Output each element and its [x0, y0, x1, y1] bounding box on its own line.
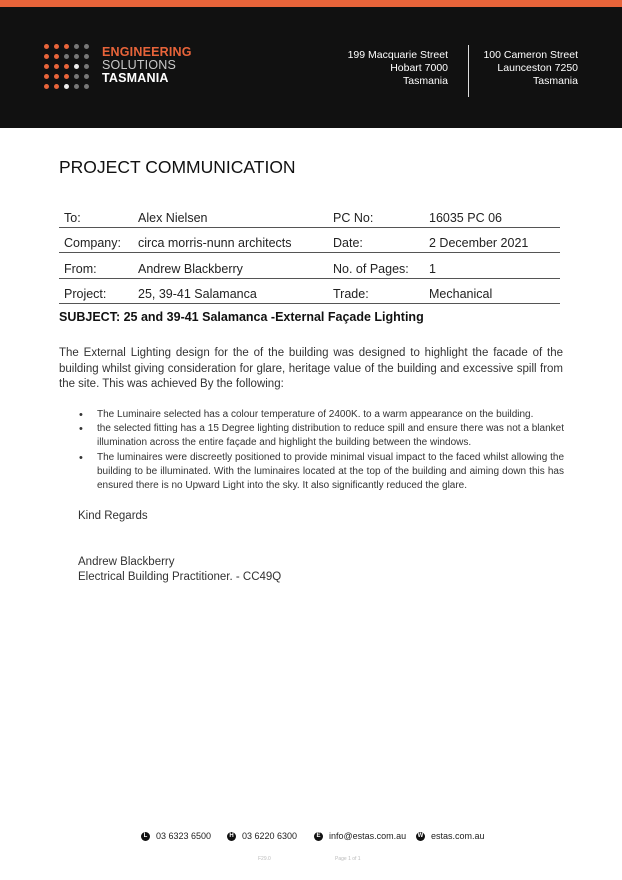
logo-dot: [84, 64, 89, 69]
letterhead: [0, 7, 622, 128]
form-reference: F29.0: [258, 856, 271, 862]
bullet-icon: •: [79, 409, 83, 421]
logo-dot: [44, 74, 49, 79]
logo-dot: [84, 44, 89, 49]
logo-dot: [84, 74, 89, 79]
signature-name: Andrew Blackberry: [78, 556, 175, 568]
logo-dot: [44, 64, 49, 69]
bullet-list: [59, 408, 564, 493]
logo-dot: [54, 64, 59, 69]
intro-paragraph: The External Lighting design for the of the building was designed to highlight the facade of the building whilst giving consideration for glare, heritage value of the building and excessive spill from the site. This was achieved By the following:: [59, 347, 563, 390]
logo-dot: [54, 44, 59, 49]
globe-icon: W: [417, 832, 424, 839]
table-row: Project: 25, 39-41 Salamanca Trade: Mechanical: [59, 278, 560, 304]
logo-dot: [54, 84, 59, 89]
bullet-icon: •: [79, 451, 83, 464]
logo-dot: [44, 54, 49, 59]
address-hobart: 199 Macquarie Street Hobart 7000 Tasmania: [347, 49, 448, 87]
footer-phone-hobart: H 03 6220 6300: [227, 831, 297, 841]
logo-dot: [74, 44, 79, 49]
logo-dot: [84, 84, 89, 89]
logo-dot: [84, 54, 89, 59]
details-table: [59, 202, 560, 304]
phone-icon: L: [141, 832, 150, 841]
brand-line-3: TASMANIA: [102, 71, 169, 85]
footer-website: W estas.com.au: [417, 831, 485, 841]
table-row: Company: circa morris-nunn architects Date: 2 December 2021: [59, 227, 560, 253]
phone-icon: H: [227, 832, 236, 841]
logo-dot: [54, 74, 59, 79]
list-item: • The luminaires were discreetly positioned to provide minimal visual impact to the faced whilst allowing the building to be illuminated. With the luminaires located at the top of the building and aiming down this has ensured there is no Upward Light into the sky. It also significantly reduced the glare.: [79, 451, 564, 492]
subject-line: SUBJECT: 25 and 39-41 Salamanca -External Façade Lighting: [59, 310, 424, 324]
logo-dot: [54, 54, 59, 59]
company-name: [102, 46, 192, 85]
table-row: From: Andrew Blackberry No. of Pages: 1: [59, 253, 560, 279]
logo-dot: [74, 84, 79, 89]
logo-dot: [74, 54, 79, 59]
footer-email: E info@estas.com.au: [314, 831, 406, 841]
list-item: • the selected fitting has a 15 Degree lighting distribution to reduce spill and ensure there was not a blanket illumination across the entire façade and highlight the building between the windows.: [79, 423, 564, 449]
logo-dot: [64, 44, 69, 49]
address-launceston: 100 Cameron Street Launceston 7250 Tasmania: [483, 49, 578, 87]
logo-dot: [44, 44, 49, 49]
brand-line-1: ENGINEERING: [102, 45, 192, 59]
signature-title: Electrical Building Practitioner. - CC49Q: [78, 571, 282, 583]
logo-dot: [44, 84, 49, 89]
logo-dot: [64, 84, 69, 89]
page-number: Page 1 of 1: [335, 856, 361, 862]
logo-dot: [64, 74, 69, 79]
logo-dot: [74, 74, 79, 79]
logo-dot: [64, 64, 69, 69]
brand-line-2: SOLUTIONS: [102, 58, 177, 72]
address-divider: [468, 45, 469, 97]
email-icon: E: [314, 832, 323, 841]
page-title: PROJECT COMMUNICATION: [59, 157, 296, 177]
footer-phone-launceston: L 03 6323 6500: [141, 831, 211, 841]
top-accent-bar: [0, 0, 622, 7]
logo-dot: [64, 54, 69, 59]
closing: Kind Regards: [78, 510, 148, 522]
list-item: • The Luminaire selected has a colour temperature of 2400K. to a warm appearance on the building.: [79, 409, 534, 421]
bullet-icon: •: [79, 423, 83, 436]
logo-dot: [74, 64, 79, 69]
table-row: To: Alex Nielsen PC No: 16035 PC 06: [59, 202, 560, 227]
